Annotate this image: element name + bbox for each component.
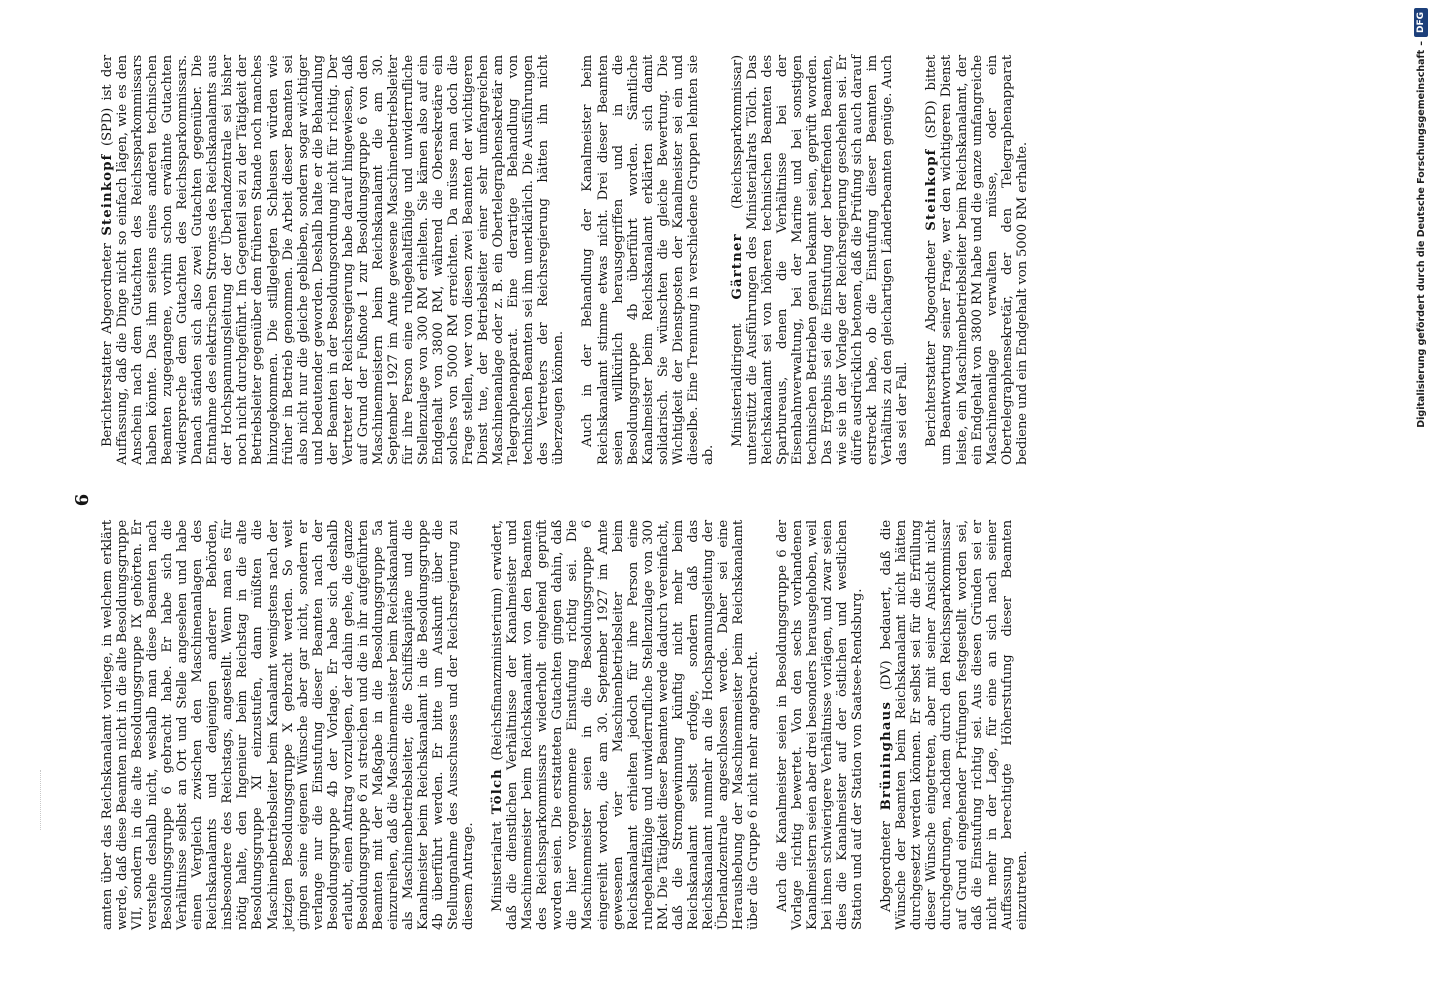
scan-edge-marks [40,770,47,830]
speaker-role: Berichterstatter Abgeordneter [924,230,940,447]
paragraph-7 [730,55,911,465]
paragraph-body: (Reichssparkommissar) unterstützt die Ausführungen des Ministerialrats Tölch. Das Reichskanalamt sei von höheren technischen Beamten des Sparbureaus, denen die Verhältnisse bei der Eisenbahnverwaltung, bei der Marine und bei sonstigen technischen Betrieben genau bekannt seien, geprüft worden. Das Ergebnis sei die Einstufung der betreffenden Beamten, wie sie in der Vorlage der Reichsregierung geschehen sei. Er dürfe ausdrücklich betonen, daß die Prüfung sich auch darauf erstreckt habe, ob die Einstufung dieser Beamten im Verhältnis zu den gleichartigen Länderbeamten genüge. Auch das sei der Fall. [729,55,911,465]
credit-separator: – [1415,41,1427,46]
left-column [100,520,1030,930]
paragraph-6: Auch in der Behandlung der Kanalmeister beim Reichskanalamt stimme etwas nicht. Drei dieser Beamten seien willkürlich herausgegriffen und in die Besoldungsgruppe 4b überführt worden. Sämtliche Kanalmeister beim Reichskanalamt erklärten sich damit solidarisch. Sie wünschten die gleiche Bewertung. Die Wichtigkeit der Dienstposten der Kanalmeister sei ein und dieselbe. Eine Trennung in verschiedene Gruppen lehnten sie ab. [580,55,716,465]
speaker-name-toelch: Tölch [490,768,506,815]
paragraph-3: Auch die Kanalmeister seien in Besoldungsgruppe 6 der Vorlage richtig bewertet. Von den sechs vorhandenen Kanalmeistern seien aber drei besonders herausgehoben, weil bei ihnen schwierigere Verhältnisse vorlägen, und zwar seien dies die Kanalmeister auf der östlichen und westlichen Station und auf der Station von Saatsee-Rendsburg. [775,520,866,930]
speaker-name-steinkopf: Steinkopf [100,153,115,236]
paragraph-body: (SPD) ist der Auffassung, daß die Dinge nicht so einfach lägen, wie es den Anschein nach dem Gutachten des Reichssparkommissars haben könnte. Das ihm seitens eines anderen technischen Beamten zugegangene, vorhin schon erwähnte Gutachten widerspreche dem Gutachten des Reichssparkommissars. Danach ständen sich also zwei Gutachten gegenüber. Die Entnahme des elektrischen Stromes des Reichskanalamts aus der Hochspannungsleitung der Überlandzentrale sei bisher noch nicht durchgeführt. Im Gegenteil sei zu der Tätigkeit der Betriebsleiter gegenüber dem früheren Stande noch manches hinzugekommen. Die stillgelegten Schleusen würden wie früher in Betrieb genommen. Die Arbeit dieser Beamten sei also nicht nur die gleiche geblieben, sondern sogar wichtiger und bedeutender geworden. Deshalb halte er die Behandlung der Beamten in der Besoldungsordnung nicht für richtig. Der Vertreter der Reichsregierung habe darauf hingewiesen, daß auf Grund der Fußnote 1 zur Besoldungsgruppe 6 von den Maschinenmeistern beim Reichskanalamt die am 30. September 1927 im Amte gewesene Maschinenbetriebsleiter für ihre Person eine ruhegehaltfähige und unwiderrufliche Stellenzulage von 300 RM erhielten. Sie kämen also auf ein Endgehalt von 3800 RM, während die Obersekretäre ein solches von 5000 RM erreichten. Da müsse man doch die Frage stellen, wer von diesen zwei Beamten der wichtigeren Dienst tue, der Betriebsleiter einer sehr umfangreichen Maschinenanlage oder z. B. ein Obertelegraphensekretär am Telegraphenapparat. Eine derartige Behandlung von technischen Beamten sei ihm unerklärlich. Die Ausführungen des Vertreters der Reichsregierung hätten ihn nicht überzeugen können. [100,55,567,465]
speaker-role: Berichterstatter Abgeordneter [100,235,115,447]
speaker-role: Ministerialrat [490,814,506,912]
credit-inner [1414,8,1428,992]
speaker-role: Abgeordneter [879,810,895,912]
paragraph-8 [924,55,1029,465]
speaker-name-steinkopf: Steinkopf [924,148,940,231]
speaker-name-gaertner: Gärtner [729,233,745,300]
paragraph-2 [490,520,761,930]
paragraph-5 [100,55,566,465]
right-column [100,55,1030,465]
paragraph-body: (Reichsfinanzministerium) erwidert, daß die dienstlichen Verhältnisse der Kanalmeister und Maschinenmeister beim Reichskanalamt von den Beamten des Reichssparkommissars wiederholt eingehend geprüft worden seien. Die erstatteten Gutachten gingen dahin, daß die hier vorgenommene Einstufung richtig sei. Die Maschinenmeister seien in die Besoldungsgruppe 6 eingereiht worden, die am 30. September 1927 im Amte gewesenen vier Maschinenbetriebsleiter beim Reichskanalamt erhielten jedoch für ihre Person eine ruhegehaltfähige und unwiderrufliche Stellenzulage von 300 RM. Die Tätigkeit dieser Beamten werde dadurch vereinfacht, daß die Stromgewinnung künftig nicht mehr beim Reichskanalamt selbst erfolge, sondern daß das Reichskanalamt nunmehr an die Hochspannungsleitung der Überlandzentrale angeschlossen werde. Daher sei eine Heraushebung der Maschinenmeister beim Reichskanalamt über die Gruppe 6 nicht mehr angebracht. [490,519,761,930]
paragraph-4 [879,520,1029,930]
paragraph-body: (SPD) bittet um Beantwortung seiner Frage, wer den wichtigeren Dienst leiste, ein Maschinenbetriebsleiter beim Reichskanalamt, der ein Endgehalt von 3800 RM habe und die ganze umfangreiche Maschinenanlage verwalten müsse, oder ein Obertelegraphensekretär, der den Telegraphenapparat bediene und ein Endgehalt von 5000 RM erhalte. [924,55,1030,465]
dfg-logo: DFG [1414,8,1428,37]
credit-text: Digitalisierung gefördert durch die Deutsche Forschungsgemeinschaft [1415,49,1427,428]
digitization-credit [1414,8,1428,992]
speaker-name-brueninghaus: Brüninghaus [879,700,895,811]
paragraph-body: (DV) bedauert, daß die Wünsche der Beamten beim Reichskanalamt nicht hätten durchgesetzt werden können. Er selbst sei für die Erfüllung dieser Wünsche eingetreten, aber mit seiner Ansicht nicht durchgedrungen, nachdem durch den Reichssparkommissar auf Grund eingehender Prüfungen festgestellt worden sei, daß die Einstufung richtig sei. Aus diesen Gründen sei er nicht mehr in der Lage, für eine an sich nach seiner Auffassung berechtigte Höherstufung dieser Beamten einzutreten. [879,520,1030,930]
page-number: 6 [72,493,93,507]
paragraph-1: amten über das Reichskanalamt vorliege, in welchem erklärt werde, daß diese Beamten nicht in die alte Besoldungsgruppe VII, sondern in die alte Besoldungsgruppe IX gehörten. Er verstehe deshalb nicht, weshalb man diese Beamten nach Besoldungsgruppe 6 gebracht habe. Er habe sich die Verhältnisse selbst an Ort und Stelle angesehen und habe einen Vergleich zwischen den Maschinenanlagen des Reichskanalamts und denjenigen anderer Behörden, insbesondere des Reichstags, angestellt. Wenn man es für nötig halte, den Ingenieur beim Reichstag in die alte Besoldungsgruppe XI einzustufen, dann müßten die Maschinenbetriebsleiter beim Kanalamt wenigstens nach der jetzigen Besoldungsgruppe X gebracht werden. So weit gingen seine eigenen Wünsche aber gar nicht, sondern er verlange nur die Einstufung dieser Beamten nach der Besoldungsgruppe 4b der Vorlage. Er habe sich deshalb erlaubt, einen Antrag vorzulegen, der dahin gehe, die ganze Besoldungsgruppe 6 zu streichen und die in ihr aufgeführten Beamten mit der Maßgabe in die Besoldungsgruppe 5a einzureihen, daß die Maschinenmeister beim Reichskanalamt als Maschinenbetriebsleiter, die Schiffskapitäne und die Kanalmeister beim Reichskanalamt in die Besoldungsgruppe 4b überführt werden. Er bitte um Auskunft über die Stellungnahme des Ausschusses und der Reichsregierung zu diesem Antrage. [100,520,477,930]
speaker-role: Ministerialdirigent [729,299,745,447]
